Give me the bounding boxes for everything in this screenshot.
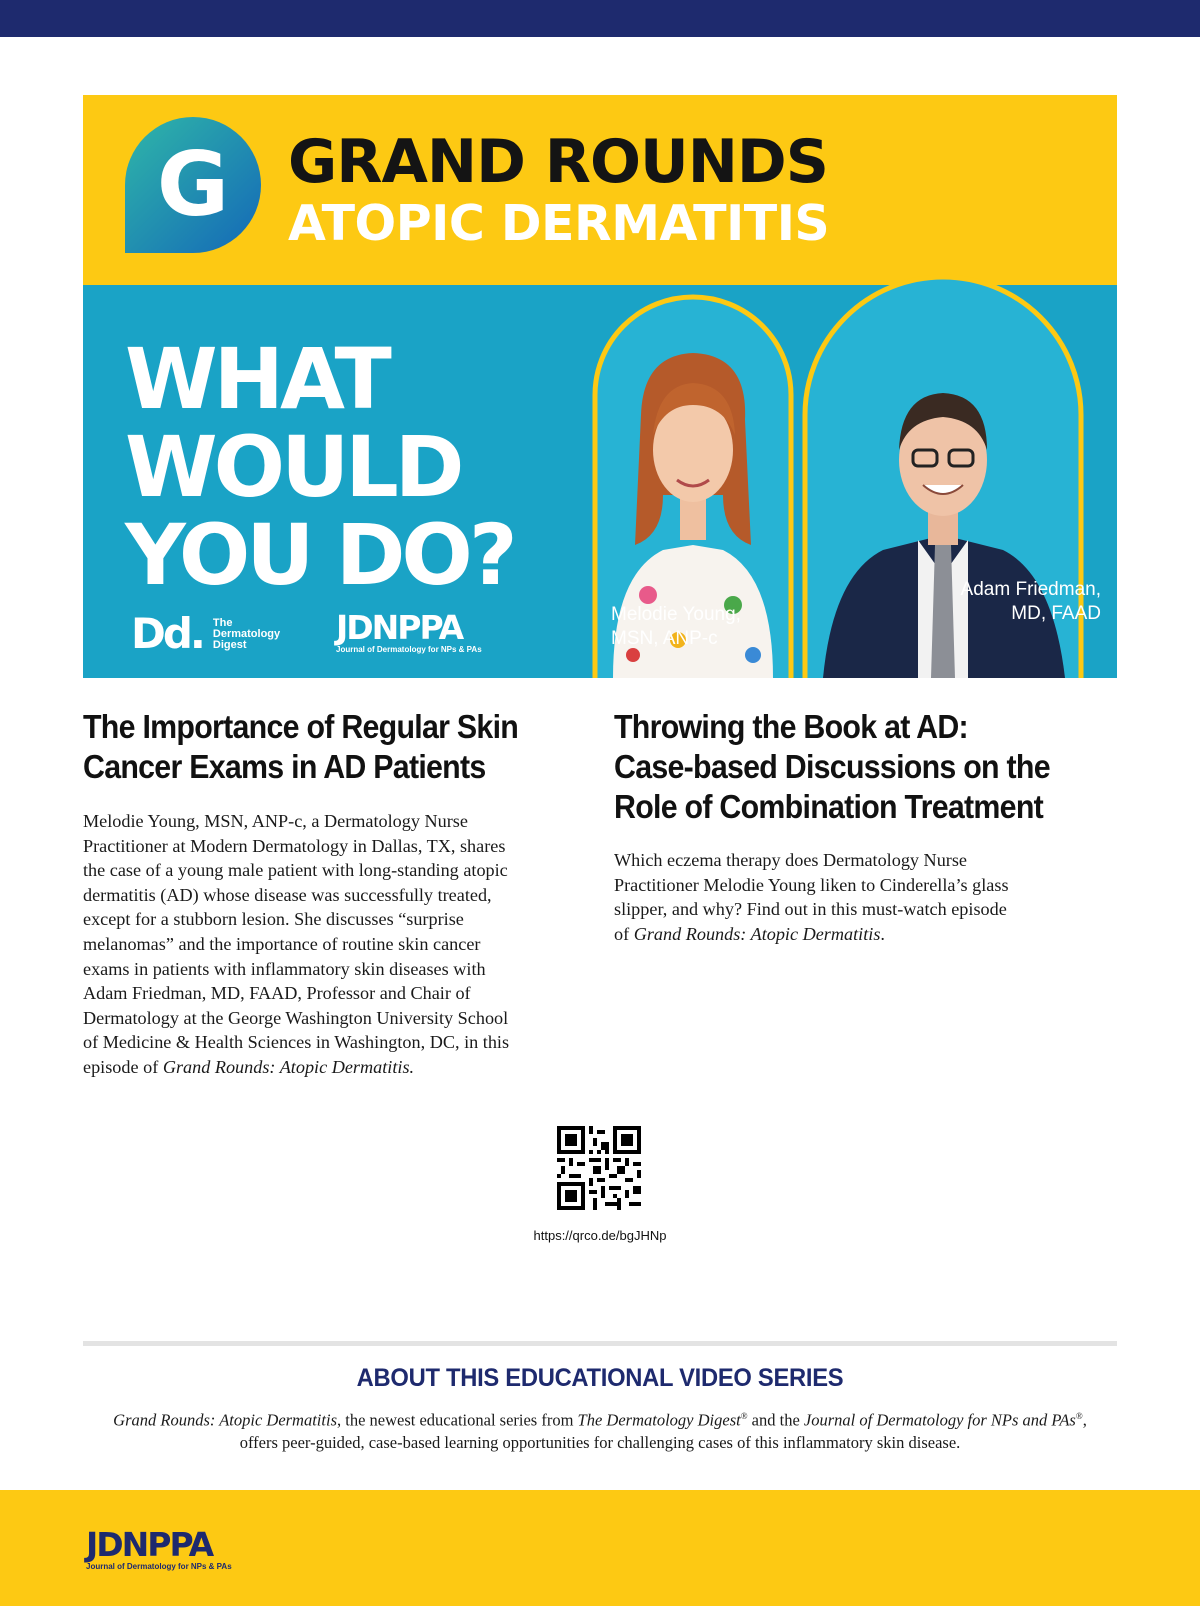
article-body <box>83 809 553 1080</box>
body-line: the case of a young male patient with long-standing atopic <box>83 860 508 881</box>
publication-name: Journal of Dermatology for NPs and PAs <box>803 1410 1076 1430</box>
about-line-2: offers peer-guided, case-based learning opportunities for challenging cases of this inflammatory skin disease. <box>239 1432 961 1452</box>
headline-line: WOULD <box>125 418 461 516</box>
jdnppa-logo-mark: JDNPPA <box>86 1525 213 1564</box>
qr-code[interactable] <box>557 1126 641 1210</box>
body-line: Which eczema therapy does Dermatology Nurse <box>614 850 967 870</box>
series-name-italic: Grand Rounds: Atopic Dermatitis <box>633 923 881 944</box>
article-title <box>83 707 519 787</box>
article-title-line: Case-based Discussions on the <box>614 748 1050 785</box>
about-line-1: Grand Rounds: Atopic Dermatitis, the newest educational series from The Dermatology Digest® and the Journal of Dermatology for NPs and PAs®, <box>113 1410 1087 1430</box>
headline-line: YOU DO? <box>125 506 514 604</box>
jdnppa-logo-subtitle: Journal of Dermatology for NPs & PAs <box>86 1562 232 1571</box>
registered-mark: ® <box>1075 1411 1083 1421</box>
speaker2-caption <box>961 578 1101 626</box>
article-title <box>614 707 1056 827</box>
registered-mark: ® <box>740 1411 748 1421</box>
banner-title: GRAND ROUNDS <box>288 127 828 197</box>
speaker1-caption <box>611 603 741 651</box>
body-line: Dermatology at the George Washington University School <box>83 1007 509 1028</box>
body-line: exams in patients with inflammatory skin diseases with <box>83 958 486 979</box>
about-title: ABOUT THIS EDUCATIONAL VIDEO SERIES <box>356 1364 844 1392</box>
hero-banner <box>83 95 1117 678</box>
speaker2-credentials: MD, FAAD <box>1011 603 1101 624</box>
body-line: dermatitis (AD) whose disease was successfully treated, <box>83 884 492 905</box>
body-line: Practitioner at Modern Dermatology in Dallas, TX, shares <box>83 835 506 856</box>
series-name-italic: Grand Rounds: Atopic Dermatitis. <box>162 1056 415 1077</box>
top-color-bar <box>0 0 1200 37</box>
body-line: Melodie Young, MSN, ANP-c, a Dermatology Nurse <box>83 811 468 831</box>
speaker1-credentials: MSN, ANP-c <box>611 628 718 649</box>
banner-subtitle: ATOPIC DERMATITIS <box>288 195 830 252</box>
headline-line: WHAT <box>125 330 388 428</box>
dd-logo-text <box>213 618 280 651</box>
article-title-line: Cancer Exams in AD Patients <box>83 748 486 785</box>
banner-headline <box>125 330 514 604</box>
jdnppa-logo-subtitle: Journal of Dermatology for NPs & PAs <box>336 645 482 654</box>
body-line: of Medicine & Health Sciences in Washington, DC, in this <box>83 1032 510 1053</box>
dd-logo-line: The <box>212 616 233 629</box>
article-title-line: Role of Combination Treatment <box>614 788 1044 825</box>
dd-logo-line: Digest <box>212 638 247 651</box>
body-line: except for a stubborn lesion. She discusses “surprise <box>83 909 464 930</box>
publication-name: The Dermatology Digest <box>577 1410 741 1430</box>
about-body <box>60 1405 1140 1454</box>
dd-logo-mark: Dd. <box>131 609 203 658</box>
body-line: Practitioner Melodie Young liken to Cinderella’s glass <box>614 874 1009 895</box>
article-title-line: Throwing the Book at AD: <box>614 708 968 745</box>
article-skin-cancer-exams <box>83 707 553 1080</box>
body-line: Adam Friedman, MD, FAAD, Professor and Chair of <box>83 983 471 1004</box>
article-body <box>614 848 1094 946</box>
series-name-italic: Grand Rounds: Atopic Dermatitis <box>113 1410 337 1430</box>
article-title-line: The Importance of Regular Skin <box>83 708 519 745</box>
speaker1-name: Melodie Young, <box>611 604 741 625</box>
article-combination-treatment <box>614 707 1094 946</box>
section-divider <box>83 1341 1117 1346</box>
body-line: slipper, and why? Find out in this must-watch episode <box>614 899 1007 920</box>
dermatology-digest-logo <box>131 609 281 658</box>
g-logo-letter: G <box>156 133 230 236</box>
speaker2-name: Adam Friedman, <box>960 579 1101 600</box>
jdnppa-logo-mark: JDNPPA <box>336 608 463 647</box>
dd-logo-line: Dermatology <box>212 627 281 640</box>
grand-rounds-g-logo <box>123 115 263 255</box>
jdnppa-logo-banner <box>336 608 482 654</box>
body-line: episode of Grand Rounds: Atopic Dermatitis. <box>83 1056 415 1077</box>
qr-url[interactable]: https://qrco.de/bgJHNp <box>533 1228 667 1243</box>
body-line: of Grand Rounds: Atopic Dermatitis. <box>614 923 885 944</box>
body-line: melanomas” and the importance of routine skin cancer <box>83 933 481 954</box>
jdnppa-logo-footer <box>86 1525 232 1571</box>
